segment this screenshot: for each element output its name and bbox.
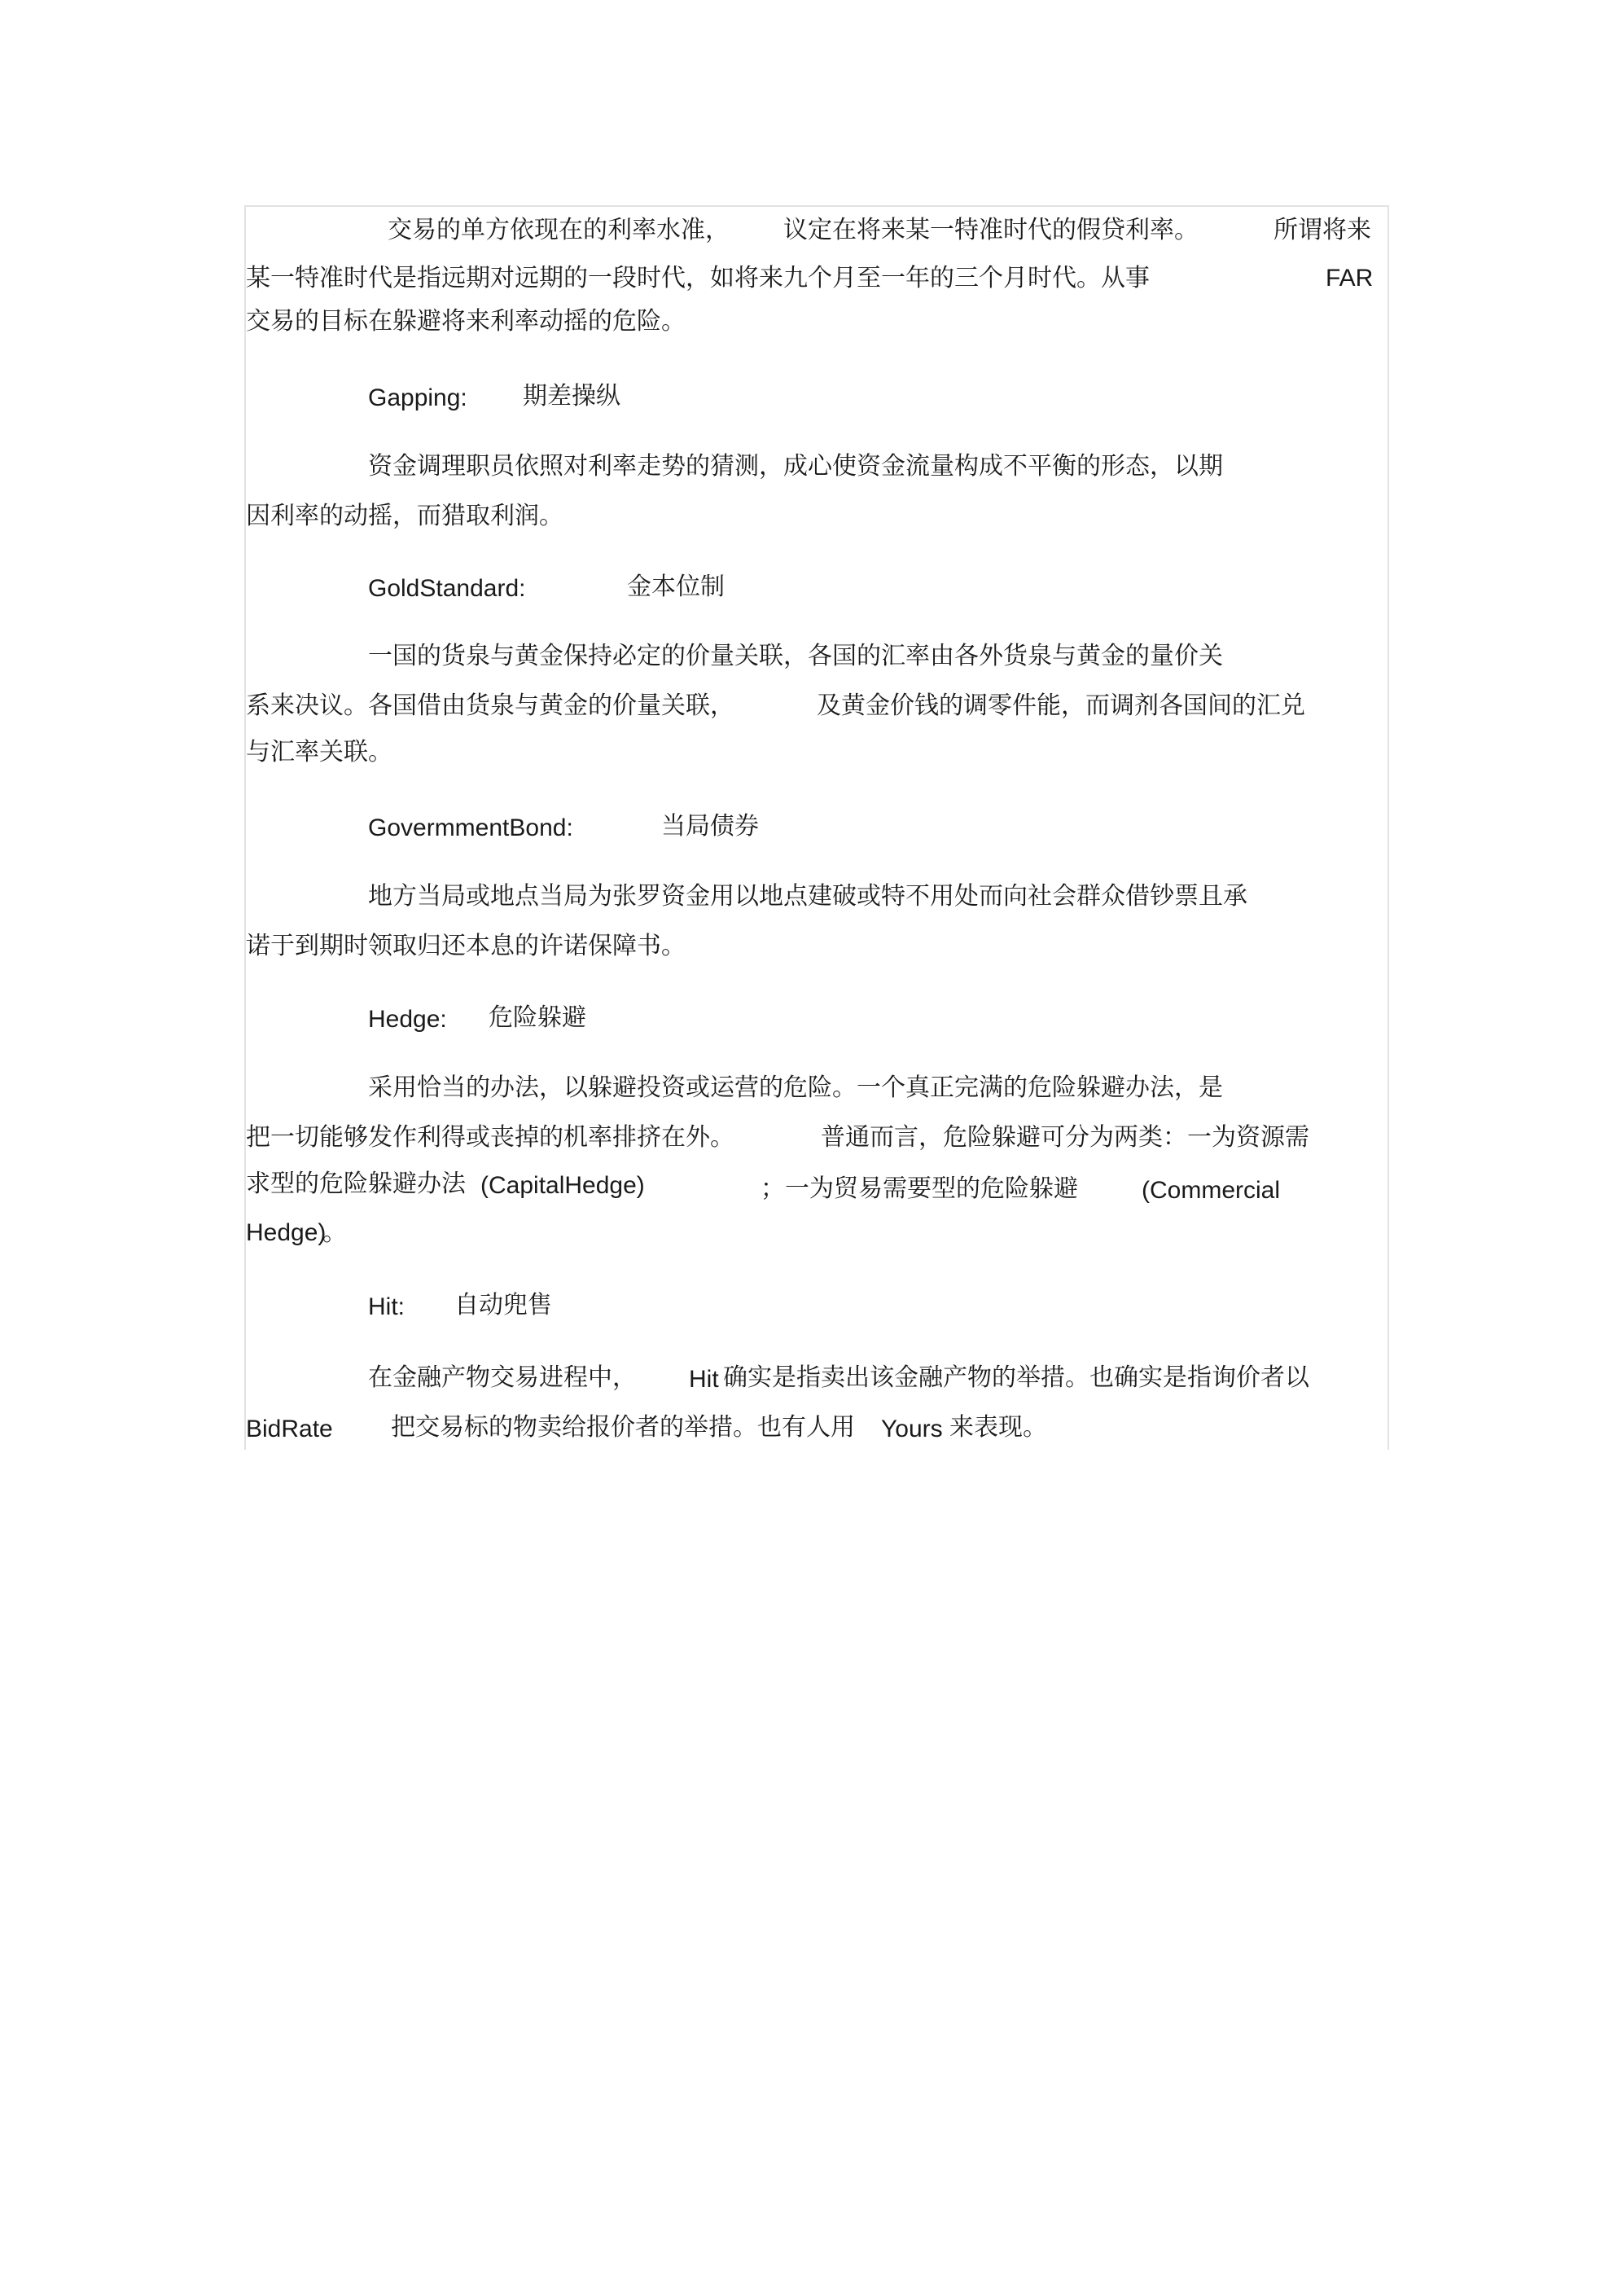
hedge-capital-term: (CapitalHedge): [480, 1172, 645, 1199]
hit-translation: 自动兜售: [454, 1291, 552, 1319]
intro-text-1c: 所谓将来: [1273, 216, 1371, 244]
hedge-translation: 危险躲避: [489, 1003, 586, 1032]
intro-text-1a: 交易的单方依现在的利率水准，: [388, 216, 730, 244]
hedge-text-4a: Hedge): [246, 1219, 327, 1246]
gapping-text-2: 因利率的动摇，而猎取利润。: [246, 502, 563, 530]
gold-translation: 金本位制: [627, 573, 725, 601]
gold-text-1: 一国的货泉与黄金保持必定的价量关联，各国的汇率由各外货泉与黄金的量价关: [368, 642, 1223, 670]
intro-text-3: 交易的目标在躲避将来利率动摇的危险。: [246, 307, 686, 336]
bond-text-2: 诺于到期时领取归还本息的许诺保障书。: [246, 932, 686, 960]
hedge-text-3a: 求型的危险躲避办法: [246, 1170, 466, 1198]
hit-text-1c: 确实是指卖出该金融产物的举措。也确实是指询价者以: [723, 1363, 1309, 1392]
hedge-commercial-term: (Commercial: [1142, 1177, 1281, 1204]
gold-term: GoldStandard:: [368, 575, 526, 602]
hit-text-1a: 在金融产物交易进程中，: [368, 1363, 637, 1392]
hedge-text-2b: 普通而言，危险躲避可分为两类：一为资源需: [821, 1123, 1309, 1152]
bond-text-1: 地方当局或地点当局为张罗资金用以地点建破或特不用处而向社会群众借钞票且承: [368, 882, 1247, 911]
hit-bidrate-term: BidRate: [246, 1416, 333, 1442]
bond-translation: 当局债券: [661, 812, 759, 841]
hedge-text-2a: 把一切能够发作利得或丧掉的机率排挤在外。: [246, 1123, 734, 1152]
hit-text-2b: 把交易标的物卖给报价者的举措。也有人用: [391, 1413, 855, 1442]
hedge-term: Hedge:: [368, 1006, 447, 1033]
hit-yours-term: Yours: [881, 1416, 943, 1442]
hedge-text-1: 采用恰当的办法，以躲避投资或运营的危险。一个真正完满的危险躲避办法，是: [368, 1073, 1223, 1102]
hedge-text-3c: ；一为贸易需要型的危险躲避: [761, 1174, 1078, 1203]
hit-text-2d: 来表现。: [949, 1413, 1047, 1442]
intro-text-2a: 某一特准时代是指远期对远期的一段时代，如将来九个月至一年的三个月时代。从事: [246, 264, 1150, 292]
bond-term: GovermmentBond:: [368, 814, 573, 841]
intro-text-1b: 议定在将来某一特准时代的假贷利率。: [783, 216, 1199, 244]
hit-term: Hit:: [368, 1293, 405, 1320]
gapping-term: Gapping:: [368, 384, 467, 411]
gapping-text-1: 资金调理职员依照对利率走势的猜测，成心使资金流量构成不平衡的形态，以期: [368, 452, 1223, 481]
hedge-text-4b: 。: [322, 1218, 347, 1247]
gold-text-2b: 及黄金价钱的调零件能，而调剂各国间的汇兑: [817, 691, 1305, 720]
intro-term-far: FAR: [1326, 265, 1374, 292]
hit-text-1b: Hit: [689, 1366, 719, 1393]
gold-text-3: 与汇率关联。: [246, 738, 392, 766]
gapping-translation: 期差操纵: [523, 382, 620, 410]
gold-text-2a: 系来决议。各国借由货泉与黄金的价量关联，: [246, 691, 734, 720]
